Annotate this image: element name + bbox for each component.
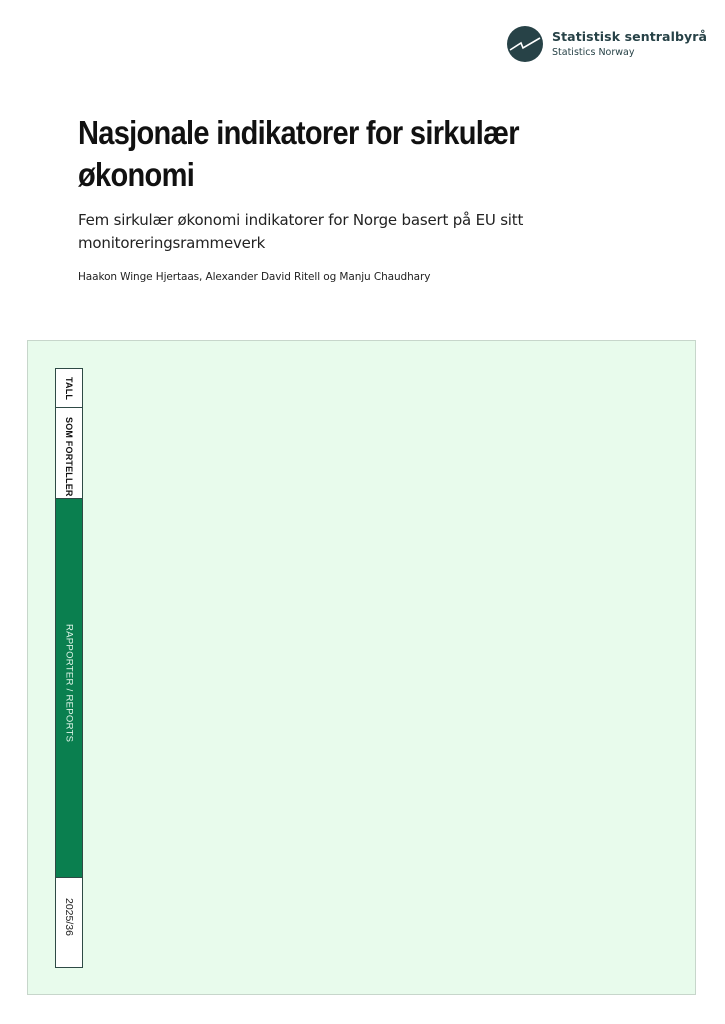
spine-tag-tall: TALL bbox=[55, 368, 83, 408]
ssb-logo-icon bbox=[507, 26, 543, 62]
publisher-subtitle: Statistics Norway bbox=[552, 46, 635, 58]
report-authors: Haakon Winge Hjertaas, Alexander David Ritell og Manju Chaudhary bbox=[78, 271, 431, 283]
spine-series-label: RAPPORTER / REPORTS bbox=[55, 498, 83, 878]
report-subtitle: Fem sirkulær økonomi indikatorer for Norge basert på EU sitt monitoreringsrammeverk bbox=[78, 211, 524, 252]
publisher-name: Statistisk sentralbyrå bbox=[552, 29, 708, 44]
ssb-logo bbox=[507, 26, 707, 62]
spine-tag-som-forteller: SOM FORTELLER bbox=[55, 407, 83, 499]
cover-image-panel bbox=[27, 340, 696, 995]
report-spine bbox=[55, 368, 83, 968]
report-title: Nasjonale indikatorer for sirkulær økonomi bbox=[78, 114, 519, 193]
spine-report-number: 2025/36 bbox=[55, 877, 83, 968]
